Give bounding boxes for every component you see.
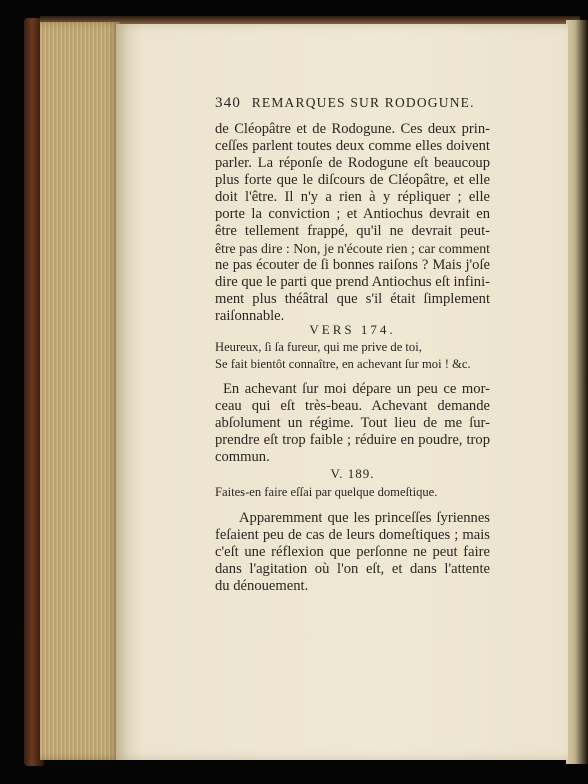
running-title: REMARQUES SUR RODOGUNE. <box>251 95 475 110</box>
text-line: dire que le parti que prend Antiochus eſt infini- <box>215 274 490 290</box>
text-line: commun. <box>215 449 270 465</box>
text-line: de Cléopâtre et de Rodogune. Ces deux prin- <box>215 121 490 137</box>
verse-line: Se fait bientôt connaître, en achevant ſur moi ! &c. <box>215 357 471 371</box>
text-line: feſaient peu de cas de leurs domeſtiques ; mais <box>215 527 490 543</box>
text-line: raiſonnable. <box>215 308 285 324</box>
text-line: c'eſt une réflexion que perſonne ne peut faire <box>215 544 490 560</box>
text-line: abſolument un régime. Tout lieu de me ſur- <box>215 415 490 431</box>
text-line: être tellement frappé, qu'il ne devrait peut- <box>215 223 490 239</box>
text-line: porte la conviction ; et Antiochus devrait en <box>215 206 490 222</box>
page-number: 340 <box>215 95 242 111</box>
facing-page-edge <box>566 20 588 764</box>
text-line: prendre eſt trop faible ; réduire en poudre, trop <box>215 432 490 448</box>
section-heading: VERS 174. <box>309 322 396 337</box>
text-line: dans l'agitation où l'on eſt, et dans l'attente <box>215 561 490 577</box>
text-line: du dénouement. <box>215 578 309 594</box>
text-line: parler. La réponſe de Rodogune eſt beaucoup <box>215 155 490 171</box>
text-line: ceſſes parlent toutes deux comme elles doivent <box>215 138 490 154</box>
section-heading: V. 189. <box>330 466 375 481</box>
text-line: être pas dire : Non, je n'écoute rien ; car comment <box>215 241 490 256</box>
verse-line: Faites-en faire eſſai par quelque domeſtique. <box>215 485 438 499</box>
text-line: En achevant ſur moi dépare un peu ce mor- <box>223 381 490 397</box>
text-line: ment plus théâtral que s'il était ſimplement <box>215 291 490 307</box>
running-header <box>215 95 495 112</box>
text-line: Apparemment que les princeſſes ſyriennes <box>239 510 490 526</box>
text-line: ne pas écouter de ſi bonnes raiſons ? Mais j'oſe <box>215 257 490 273</box>
text-line: plus forte que le diſcours de Cléopâtre, et elle <box>215 172 490 188</box>
text-line: ceau qui eſt très-beau. Achevant demande <box>215 398 490 414</box>
text-line: doit l'être. Il n'y a rien à y répliquer ; elle <box>215 189 490 205</box>
page-stack <box>40 22 120 760</box>
verse-line: Heureux, ſi ſa fureur, qui me prive de toi, <box>215 340 422 354</box>
